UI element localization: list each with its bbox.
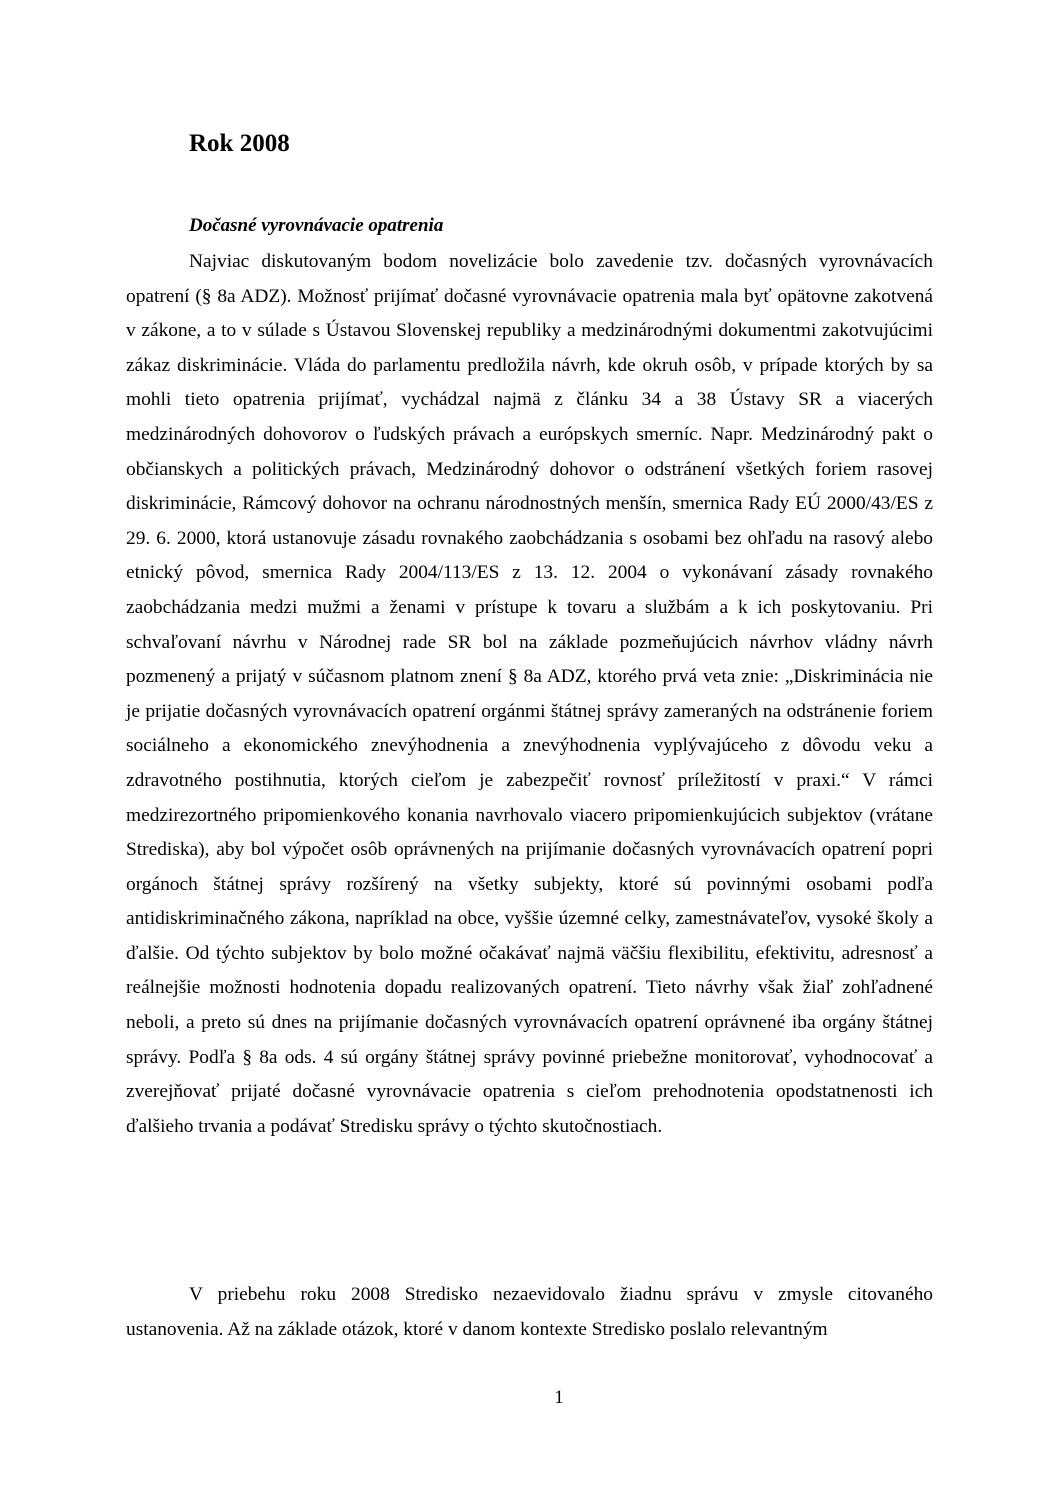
body-paragraph: V priebehu roku 2008 Stredisko nezaevidovalo žiadnu správu v zmysle citovaného ustanovenia. Až na základe otázok, ktoré v danom kontexte Stredisko poslalo relevantným [126,1284,933,1340]
page-heading: Rok 2008 [189,130,290,157]
body-paragraph: Najviac diskutovaným bodom novelizácie bolo zavedenie tzv. dočasných vyrovnávacích opatrení (§ 8a ADZ). Možnosť prijímať dočasné vyrovnávacie opatrenia mala byť opätovne zakotvená v zákone, a to v súlade s Ústavou Slovenskej republiky a medzinárodnými dokumentmi zakotvujúcimi zákaz diskriminácie. Vláda do parlamentu predložila návrh, kde okruh osôb, v prípade ktorých by sa mohli tieto opatrenia prijímať, vychádzal najmä z článku 34 a 38 Ústavy SR a viacerých medzinárodných dohovorov o ľudských právach a európskych smerníc. Napr. Medzinárodný pakt o občianskych a politických právach, Medzinárodný dohovor o odstránení všetkých foriem rasovej diskriminácie, Rámcový dohovor na ochranu národnostných menšín, smernica Rady EÚ 2000/43/ES z 29. 6. 2000, ktorá ustanovuje zásadu rovnakého zaobchádzania s osobami bez ohľadu na rasový alebo etnický pôvod, smernica Rady 2004/113/ES z 13. 12. 2004 o vykonávaní zásady rovnakého zaobchádzania medzi mužmi a ženami v prístupe k tovaru a službám a k ich poskytovaniu. Pri schvaľovaní návrhu v Národnej rade SR bol na základe pozmeňujúcich návrhov vládny návrh pozmenený a prijatý v súčasnom platnom znení § 8a ADZ, ktorého prvá veta znie: „Diskriminácia nie je prijatie dočasných vyrovnávacích opatrení orgánmi štátnej správy zameraných na odstránenie foriem sociálneho a ekonomického znevýhodnenia a znevýhodnenia vyplývajúceho z dôvodu veku a zdravotného postihnutia, ktorých cieľom je zabezpečiť rovnosť príležitostí v praxi.“ V rámci medzirezortného pripomienkového konania navrhovalo viacero pripomienkujúcich subjektov (vrátane Strediska), aby bol výpočet osôb oprávnených na prijímanie dočasných vyrovnávacích opatrení popri orgánoch štátnej správy rozšírený na všetky subjekty, ktoré sú povinnými osobami podľa antidiskriminačného zákona, napríklad na obce, vyššie územné celky, zamestnávateľov, vysoké školy a ďalšie. Od týchto subjektov by bolo možné očakávať najmä väčšiu flexibilitu, efektivitu, adresnosť a reálnejšie možnosti hodnotenia dopadu realizovaných opatrení. Tieto návrhy však žiaľ zohľadnené neboli, a preto sú dnes na prijímanie dočasných vyrovnávacích opatrení oprávnené iba orgány štátnej správy. Podľa § 8a ods. 4 sú orgány štátnej správy povinné priebežne monitorovať, vyhodnocovať a zverejňovať prijaté dočasné vyrovnávacie opatrenia s cieľom prehodnotenia opodstatnenosti ich ďalšieho trvania a podávať Stredisku správy o týchto skutočnostiach. [126,251,933,1137]
section-title: Dočasné vyrovnávacie opatrenia [189,215,444,236]
page-number: 1 [554,1387,564,1408]
